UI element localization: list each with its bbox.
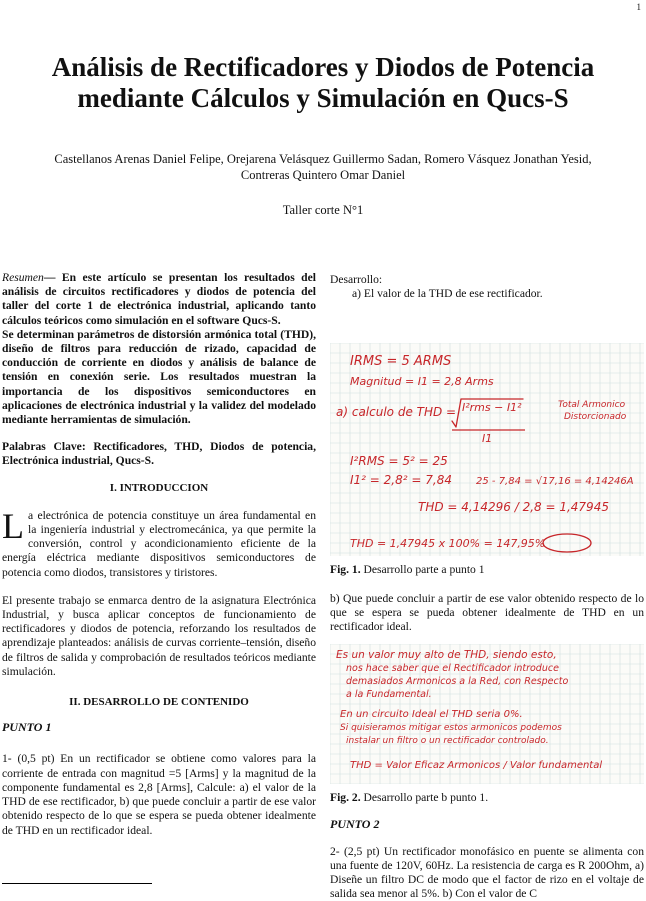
hw1-line-1: IRMS = 5 ARMS [350, 354, 452, 370]
intro-paragraph-2: El presente trabajo se enmarca dentro de la asignatura Electrónica Industrial, y busca aplicar conceptos de funcionamiento de rectificadores y diodos de potencia, reforzando los resultados de aprendizaje planteados: análisis de curvas corriente–tensión, diseño de filtros de salida y comprobación de resultados teóricos mediante simulación. [2, 593, 316, 678]
hw2-line-2: nos hace saber que el Rectificador introduce [346, 663, 559, 675]
hw1-line-10: THD = 1,47945 x 100% = 147,95% [350, 537, 546, 551]
intro-paragraph-1 [2, 505, 316, 580]
punto-1-text: 1- (0,5 pt) En un rectificador se obtiene como valores para la corriente de entrada con magnitud =5 [Arms] y la magnitud de la componente fundamental es 2,8 [Arms], Calcule: a) el valor de la THD de ese rectificador, b) que puede concluir a partir de ese valor obtenido respecto de lo que se espera se pueda obtener idealmente de THD en un rectificador ideal. [2, 752, 316, 837]
hw1-line-4: Total Armonico [558, 400, 626, 411]
svg-text:I²rms − I1²: I²rms − I1² [462, 401, 522, 415]
figure-1-label: Fig. 1. [330, 563, 361, 577]
figure-2-caption [330, 791, 644, 805]
hw2-line-7: instalar un filtro o un rectificador controlado. [346, 736, 549, 747]
dropcap: L [2, 505, 24, 546]
item-b: b) Que puede concluir a partir de ese valor obtenido respecto de lo que se espera se pueda obtener idealmente de THD en un rectificador ideal. [330, 591, 644, 634]
hw2-line-3: demasiados Armonicos a la Red, con Respecto [346, 676, 569, 688]
left-column [2, 271, 316, 838]
right-column [330, 273, 644, 901]
hw1-line-2: Magnitud = I1 = 2,8 Arms [350, 375, 494, 389]
hw1-line-3: a) calculo de THD = [336, 405, 457, 420]
keywords: Palabras Clave: Rectificadores, THD, Diodos de potencia, Electrónica industrial, Qucs-S. [2, 440, 316, 468]
footnote-rule [2, 883, 152, 884]
figure-1-caption [330, 563, 644, 577]
figure-2-handwritten-image [330, 644, 644, 784]
abstract-label: Resumen [2, 271, 44, 284]
punto-2-heading: PUNTO 2 [330, 817, 380, 832]
figure-1-caption-text: Desarrollo parte a punto 1 [360, 563, 485, 577]
authors: Castellanos Arenas Daniel Felipe, Orejarena Velásquez Guillermo Sadan, Romero Vásquez Jonathan Yesid, Contreras Quintero Omar Daniel [54, 152, 592, 182]
abstract-text-2: Se determinan parámetros de distorsión armónica total (THD), diseño de filtros para reducción de rizado, capacidad de conducción de corriente en diodos y análisis de balance de tensión en conexión serie. Los resultados muestran la importancia de los dispositivos semiconductores en aplicaciones de electrónica industrial y la validez del modelado mediante herramientas de simulación. [2, 327, 316, 427]
item-a: a) El valor de la THD de ese rectificador. [352, 287, 543, 301]
abstract-text-1: — En este artículo se presentan los resultados del análisis de circuitos rectificadores y diodos de potencia del taller del corte 1 de electrónica industrial, aplicando tanto cálculos teóricos como simulación en el software Qucs-S. [2, 271, 316, 327]
hw2-line-5: En un circuito Ideal el THD seria 0%. [340, 709, 523, 721]
paper-subtitle: Taller corte N°1 [282, 203, 364, 217]
hw1-line-7: I1² = 2,8² = 7,84 [350, 473, 452, 488]
hw2-line-4: a la Fundamental. [346, 689, 432, 701]
page-number: 1 [636, 2, 641, 12]
hw2-line-6: Si quisieramos mitigar estos armonicos podemos [340, 723, 562, 734]
punto-2-text: 2- (2,5 pt) Un rectificador monofásico en puente se alimenta con una fuente de 120V, 60Hz. La resistencia de carga es R 200Ohm, a) Diseñe un filtro DC de modo que el factor de rizo en el voltaje de salida sea menor al 5%. b) Con el valor de C [330, 844, 644, 901]
hw1-line-9: THD = 4,14296 / 2,8 = 1,47945 [418, 500, 609, 515]
punto-1-heading: PUNTO 1 [2, 720, 52, 735]
hw2-line-1: Es un valor muy alto de THD, siendo esto, [336, 649, 557, 662]
figure-2-label: Fig. 2. [330, 791, 361, 805]
abstract [2, 271, 316, 328]
paper-title: Análisis de Rectificadores y Diodos de Potencia mediante Cálculos y Simulación en Qucs-S [51, 52, 595, 113]
hw1-line-6: I²RMS = 5² = 25 [350, 454, 448, 469]
intro-paragraph-1-text: a electrónica de potencia constituye un área fundamental en la ingeniería industrial y electromecánica, ya que permite la conversión, control y acondicionamiento eficiente de la energía eléctrica mediante dispositivos semiconductores de potencia como diodos, transistores y tiristores. [2, 508, 316, 579]
intro-heading: I. INTRODUCCION [109, 481, 209, 494]
figure-2-caption-text: Desarrollo parte b punto 1. [360, 791, 489, 805]
svg-text:I1: I1 [482, 432, 493, 446]
hw1-line-5: Distorcionado [564, 412, 627, 423]
development-heading: II. DESARROLLO DE CONTENIDO [69, 696, 249, 709]
desarrollo-label: Desarrollo: [330, 273, 383, 286]
figure-1-handwritten-image [330, 343, 644, 556]
hw1-line-8: 25 - 7,84 = √17,16 = 4,14246A [476, 476, 634, 488]
hw2-line-8: THD = Valor Eficaz Armonicos / Valor fundamental [350, 760, 603, 772]
